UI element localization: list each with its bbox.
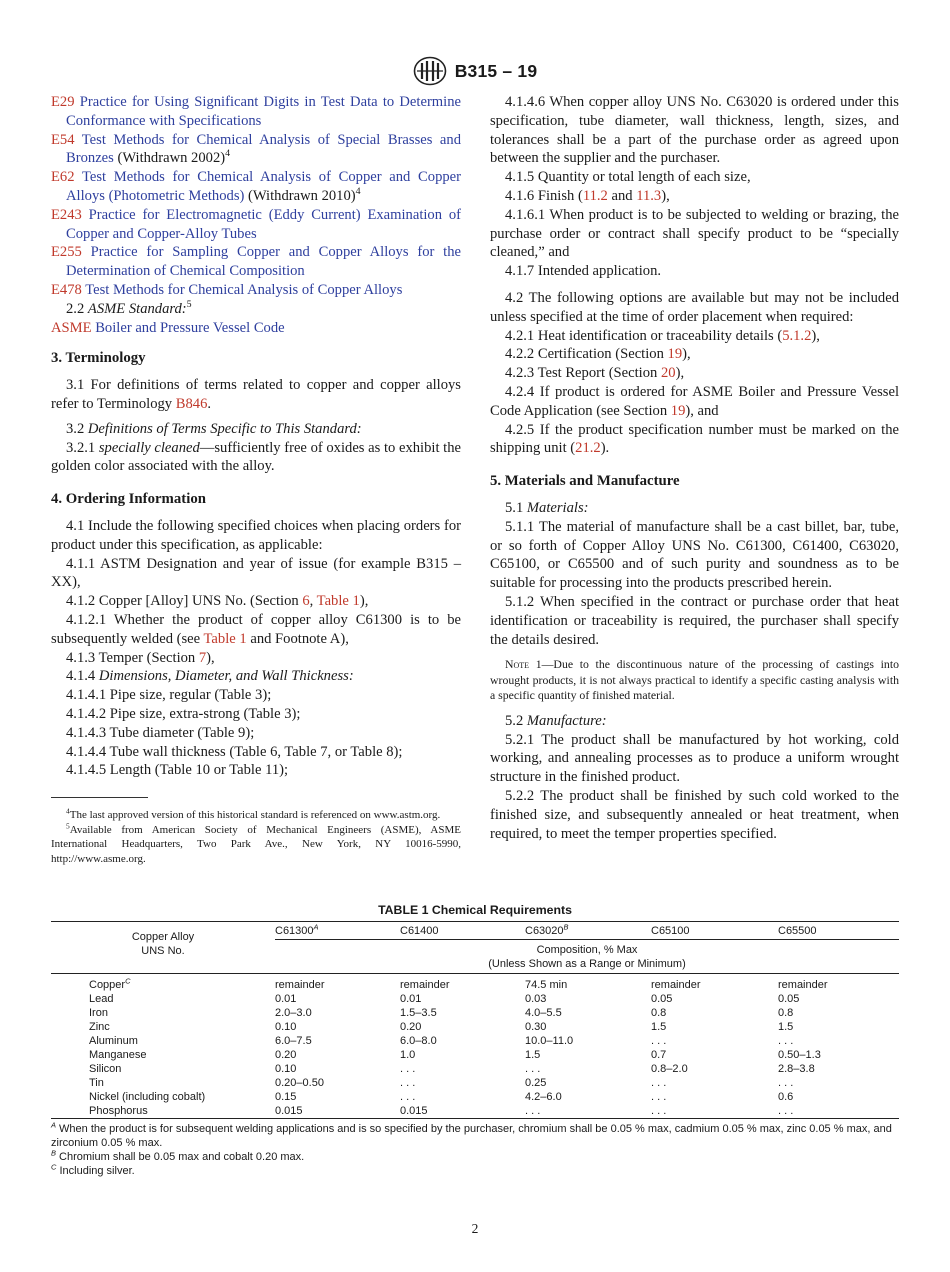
paragraph-3-1 [51,376,461,414]
header-text: C63020 [525,925,564,937]
section-number: 4.1.4 [66,668,99,685]
text: 4.1.3 Temper (Section [66,649,199,666]
element-name: Iron [89,1007,108,1019]
table-cell: 0.30 [525,1021,547,1033]
reference-title[interactable]: Boiler and Pressure Vessel Code [95,319,285,336]
table-cell: . . . [525,1063,541,1075]
paragraph-4-1-4-3: 4.1.4.3 Tube diameter (Table 9); [66,724,255,741]
right-column [490,93,899,843]
text: 4.2.4 If product is ordered for ASME Boiler and Pressure Vessel Code Application (see Section [490,383,899,419]
table-1-chemical-requirements [51,903,899,1178]
text: 4.2.1 Heat identification or traceability details ( [505,327,783,344]
table-cell: 4.2–6.0 [525,1091,562,1103]
table-cell: 0.6 [778,1091,794,1103]
reference-status: (Withdrawn 2002) [113,150,226,167]
table-note-b [51,1150,899,1164]
table-notes [51,1122,899,1178]
element-name: Aluminum [89,1035,138,1047]
table-cell: . . . [400,1077,416,1089]
reference-code[interactable]: E29 [51,94,75,110]
reference-e255[interactable] [51,243,461,281]
table-cell: . . . [525,1105,541,1117]
paragraph-4-1-4 [51,667,461,686]
element-cell [51,1034,275,1048]
paragraph-5-1-2: 5.1.2 When specified in the contract or purchase order that heat identification or traceability is required, the purchaser shall specify the details desired. [490,593,899,648]
element-cell [51,1104,275,1119]
paragraph-4-2-2 [490,345,899,364]
link-table-1[interactable]: Table 1 [203,630,247,647]
reference-code[interactable]: E478 [51,281,82,298]
footnote-ref: 5 [186,298,192,310]
link-11-2[interactable]: 11.2 [582,187,608,204]
paragraph-4-1-2-1 [51,611,461,649]
paragraph-3-2-1 [51,439,461,477]
reference-e29[interactable] [51,93,461,131]
subheading: Dimensions, Diameter, and Wall Thickness: [98,668,354,685]
paragraph-5-1-1: 5.1.1 The material of manufacture shall be a cast billet, bar, tube, or so forth of Copper Alloy UNS No. C61300, C61400, C63020, C65100, or C65500 and of such purity and soundness as to be suitable for processing into the products prescribed herein. [490,518,899,592]
table-cell: remainder [400,979,450,991]
paragraph-5-1 [490,499,899,518]
definition: —sufficiently free of oxides as to exhibit the golden color associated with the alloy. [51,439,462,475]
element-cell [51,1090,275,1104]
reference-e54[interactable] [51,131,461,169]
section-number: 3.2 [66,420,88,437]
table-cell: 0.015 [275,1105,303,1117]
reference-status: (Withdrawn 2010) [244,187,356,204]
table-cell: 6.0–8.0 [400,1035,437,1047]
footnote-ref: 4 [355,186,361,198]
table-cell: 2.0–3.0 [275,1007,312,1019]
element-name: Silicon [89,1063,122,1075]
table-cell: . . . [651,1035,667,1047]
element-cell [51,992,275,1006]
reference-code[interactable]: E54 [51,131,75,148]
link-b846[interactable]: B846 [175,395,208,412]
reference-code[interactable]: E243 [51,206,82,223]
paragraph-4-1-4-5: 4.1.4.5 Length (Table 10 or Table 11); [66,762,289,779]
footnote-mark: 5 [66,820,70,830]
paragraph-4-1: 4.1 Include the following specified choices when placing orders for product under this specification, as applicable: [51,517,461,553]
element-cell [51,1006,275,1020]
subheading: Materials: [526,499,589,516]
table-cell: 0.20 [275,1049,297,1061]
table-cell: 0.50–1.3 [778,1049,821,1061]
table-cell: 6.0–7.5 [275,1035,312,1047]
table-cell: 0.015 [400,1105,428,1117]
element-cell [51,1020,275,1034]
table-row [51,974,899,993]
reference-title[interactable]: Practice for Electromagnetic (Eddy Current) Examination of Copper and Copper-Alloy Tubes [66,206,462,242]
note-text: Including silver. [59,1165,135,1177]
paragraph-4-2-4 [490,383,899,421]
paragraph-4-1-1: 4.1.1 ASTM Designation and year of issue (for example B315 – XX), [51,555,461,591]
text: ), [206,649,215,666]
reference-e478[interactable] [51,281,461,300]
note-text: —Due to the discontinuous nature of the processing of castings into wrought products, it is not always practical to identify a specific casting analysis with a specific quantity of finished material. [490,657,899,703]
paragraph-5-2-1: 5.2.1 The product shall be manufactured by hot working, cold working, and annealing processes as to produce a uniform wrought structure in the finished product. [490,731,899,786]
text: and Footnote A), [246,630,349,647]
paragraph-4-1-4-4: 4.1.4.4 Tube wall thickness (Table 6, Table 7, or Table 8); [66,743,403,760]
table-cell: 0.8–2.0 [651,1063,688,1075]
table-cell: 0.8 [778,1007,794,1019]
section-number: 2.2 [66,300,85,317]
element-name: Manganese [89,1049,147,1061]
table-body [51,974,899,1119]
table-cell: 1.5 [525,1049,541,1061]
text: 4.2.2 Certification (Section [505,346,668,363]
table-cell: 0.8 [651,1007,667,1019]
paragraph-5-2-2: 5.2.2 The product shall be finished by such cold worked to the finished size, and subsequently annealed or heat treatment, when required, to meet the temper properties specified. [490,788,899,842]
text: ). [600,440,610,457]
reference-title[interactable]: Test Methods for Chemical Analysis of Special Brasses and Bronzes [66,131,461,167]
reference-title[interactable]: Practice for Using Significant Digits in Test Data to Determine Conformance with Specifications [66,94,461,129]
reference-e62[interactable] [51,168,461,206]
table-cell: 0.05 [651,993,673,1005]
table-cell: 0.03 [525,993,547,1005]
text: ), [811,327,820,344]
footnote-5 [51,820,461,867]
table-footnote-ref: B [563,922,569,932]
table-cell: . . . [400,1063,416,1075]
paragraph-4-1-4-1: 4.1.4.1 Pipe size, regular (Table 3); [66,687,272,704]
defined-term: specially cleaned [98,439,200,456]
note-mark: C [51,1162,57,1172]
header-text: UNS No. [141,945,185,957]
link-11-3[interactable]: 11.3 [636,187,662,204]
reference-title[interactable]: Test Methods for Chemical Analysis of Copper Alloys [85,281,403,298]
reference-title[interactable]: Practice for Sampling Copper and Copper Alloys for the Determination of Chemical Composition [66,244,461,280]
header-text: Copper Alloy [131,931,195,943]
column-header-alloy [51,922,275,974]
table-cell: 0.05 [778,993,800,1005]
table-cell: remainder [275,979,325,991]
footnote-mark: 4 [66,806,70,816]
note-text: Chromium shall be 0.05 max and cobalt 0.20 max. [59,1151,305,1163]
element-name: Zinc [89,1021,110,1033]
table-footnote-ref: A [313,922,319,932]
table-cell: remainder [778,979,828,991]
column-header [400,922,525,940]
text: ), [359,593,369,610]
table-cell: 0.7 [651,1049,667,1061]
section-heading-ordering: 4. Ordering Information [51,491,206,508]
table-cell: . . . [651,1077,667,1089]
table-cell: 0.01 [275,993,297,1005]
paragraph-3-2 [51,420,461,439]
note-1 [490,657,899,704]
footnote-text: Available from American Society of Mechanical Engineers (ASME), ASME International Headquarters, Two Park Ave., New York, NY 10016-5990, http://www.asme.org. [51,823,461,865]
footnote-text: The last approved version of this historical standard is referenced on www.astm.org. [69,809,441,821]
note-text: When the product is for subsequent welding applications and is so specified by the purchaser, chromium shall be 0.05 % max, cadmium 0.05 % max, zinc 0.05 % max, and zirconium 0.05 % max. [51,1123,892,1149]
table-cell: 1.5 [651,1021,667,1033]
table-row [51,1020,899,1034]
paragraph-4-1-4-6: 4.1.4.6 When copper alloy UNS No. C63020 is ordered under this specification, tube diameter, wall thickness, length, sizes, and tolerances shall be a part of the purchase order as agreed upon between the supplier and the purchaser. [490,94,899,167]
referenced-documents [51,93,461,337]
section-number: 3.2.1 [66,439,99,456]
link-section-19[interactable]: 19 [670,402,686,419]
footnote-4 [51,808,461,823]
element-name: Tin [89,1077,104,1089]
table-cell: 0.25 [525,1077,547,1089]
column-header [778,922,899,940]
link-table-1[interactable]: Table 1 [316,593,360,610]
column-header [651,922,778,940]
table-cell: 74.5 min [525,979,568,991]
table-row [51,1090,899,1104]
table-footnote-ref: C [125,976,131,986]
text: . [207,395,212,412]
element-cell [51,1048,275,1062]
table-note-a [51,1122,899,1150]
paragraph-4-2-1 [490,327,899,346]
paragraph-4-2-5 [490,421,899,459]
reference-e243[interactable] [51,206,461,244]
subheading: Manufacture: [526,712,607,729]
table-cell: . . . [778,1105,794,1117]
paragraph-4-1-3 [51,649,461,668]
element-cell [51,1062,275,1076]
column-header [275,922,400,940]
text: ), [682,346,691,363]
chemical-requirements-table [51,921,899,1119]
text: ), [675,365,685,382]
composition-header [275,940,899,974]
table-cell: . . . [400,1091,416,1103]
table-cell: 1.5 [778,1021,794,1033]
footnote-divider [51,797,148,798]
element-cell [51,974,275,993]
header-text: C65100 [651,925,690,937]
table-row [51,1048,899,1062]
section-number: 5.2 [505,712,527,729]
footnotes [51,808,461,866]
table-row [51,1034,899,1048]
paragraph-4-1-5: 4.1.5 Quantity or total length of each size, [505,169,751,186]
section-heading-materials: 5. Materials and Manufacture [490,473,680,490]
table-row [51,1006,899,1020]
table-row [51,1104,899,1119]
text: 4.2.5 If the product specification number must be marked on the shipping unit ( [490,421,899,457]
subheading: Definitions of Terms Specific to This Standard: [87,420,362,437]
header-text: C61300 [275,925,314,937]
table-cell: 0.01 [400,993,422,1005]
text: 4.2.3 Test Report (Section [505,365,661,382]
paragraph-5-2 [490,712,899,731]
table-row [51,992,899,1006]
text: ), [661,187,670,204]
paragraph-4-1-4-2: 4.1.4.2 Pipe size, extra-strong (Table 3); [66,705,301,722]
reference-title[interactable]: Test Methods for Chemical Analysis of Copper and Copper Alloys (Photometric Methods) [66,169,461,204]
element-cell [51,1076,275,1090]
table-row [51,1076,899,1090]
reference-code[interactable]: ASME [51,319,92,336]
table-caption: TABLE 1 Chemical Requirements [378,903,572,917]
paragraph-4-1-2 [51,592,461,611]
table-cell: 0.10 [275,1021,297,1033]
element-name: Nickel (including cobalt) [89,1091,206,1103]
table-cell: 0.20–0.50 [275,1077,324,1089]
table-cell: . . . [778,1077,794,1089]
column-header [525,922,651,940]
table-cell: 4.0–5.5 [525,1007,562,1019]
header-text: (Unless Shown as a Range or Minimum) [488,958,686,970]
text: 4.1.2 Copper [Alloy] UNS No. (Section [66,593,303,610]
element-name: Lead [89,993,114,1005]
reference-asme[interactable] [51,319,461,338]
table-cell: 1.5–3.5 [400,1007,437,1019]
note-mark: A [51,1120,56,1130]
header-text: C61400 [400,925,439,937]
paragraph-4-2: 4.2 The following options are available but may not be included unless specified at the time of order placement when required: [490,289,899,325]
link-section-7[interactable]: 7 [198,649,207,666]
header-text: Composition, % Max [536,944,638,956]
reference-code[interactable]: E255 [51,244,82,261]
text: , [309,593,317,610]
table-cell: 10.0–11.0 [525,1035,574,1047]
page-header [0,56,950,86]
asme-standard-heading [51,300,461,319]
note-label: Note 1 [505,657,542,672]
link-section-6[interactable]: 6 [302,593,310,610]
astm-logo-icon [413,56,447,86]
link-5-1-2[interactable]: 5.1.2 [782,327,812,344]
element-name: Copper [89,979,126,991]
link-21-2[interactable]: 21.2 [575,440,601,457]
note-mark: B [51,1148,56,1158]
reference-code[interactable]: E62 [51,169,75,186]
paragraph-4-1-6-1: 4.1.6.1 When product is to be subjected to welding or brazing, the purchase order or contract shall specify product to be “specially cleaned,” and [490,206,899,261]
link-section-20[interactable]: 20 [660,365,676,382]
table-cell: 0.15 [275,1091,297,1103]
text: 4.1.2.1 Whether the product of copper alloy C61300 is to be subsequently welded (see [51,611,461,647]
paragraph-4-2-3 [490,364,899,383]
asme-standard-label: ASME Standard: [87,300,187,317]
footnote-ref: 4 [225,148,231,160]
table-cell: remainder [651,979,701,991]
table-note-c [51,1164,899,1178]
table-cell: . . . [778,1035,794,1047]
text: 3.1 For definitions of terms related to copper and copper alloys refer to Terminology [51,377,461,412]
header-text: C65500 [778,925,817,937]
standard-designation: B315 – 19 [454,60,538,81]
text: ), and [685,402,719,419]
table-cell: . . . [651,1105,667,1117]
section-heading-terminology: 3. Terminology [51,350,146,367]
section-number: 5.1 [505,499,527,516]
text: and [607,187,637,204]
table-cell: 0.10 [275,1063,297,1075]
paragraph-4-1-7: 4.1.7 Intended application. [505,263,662,280]
link-section-19[interactable]: 19 [667,346,683,363]
table-row [51,1062,899,1076]
table-cell: 2.8–3.8 [778,1063,815,1075]
page-number: 2 [471,1221,479,1236]
element-name: Phosphorus [89,1105,148,1117]
paragraph-4-1-6 [490,187,899,206]
left-column [51,93,461,780]
text: 4.1.6 Finish ( [505,187,583,204]
table-cell: 0.20 [400,1021,422,1033]
table-cell: . . . [651,1091,667,1103]
table-cell: 1.0 [400,1049,416,1061]
